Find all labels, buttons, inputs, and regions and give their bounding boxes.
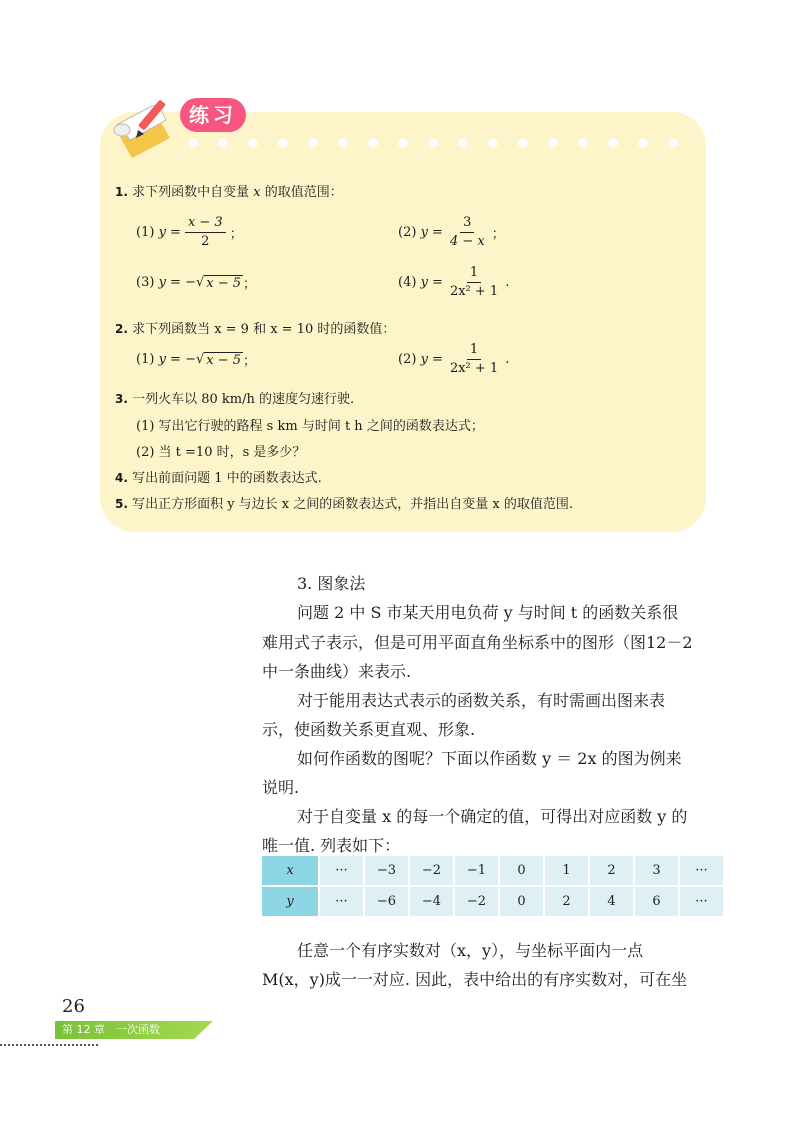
exercise-badge: 练习 [180, 98, 246, 132]
fraction [447, 342, 501, 377]
table-cell: −4 [410, 887, 455, 918]
paragraph-line: 唯一值. 列表如下： [262, 836, 401, 855]
paragraph-line: 如何作函数的图呢？下面以作函数 y ＝ 2x 的图为例来 [297, 749, 682, 768]
q5-text: 写出正方形面积 y 与边长 x 之间的函数表达式，并指出自变量 x 的取值范围. [132, 497, 573, 512]
paragraph-line: M(x，y)成一一对应. 因此，表中给出的有序实数对，可在坐 [262, 970, 688, 989]
q2-part1 [136, 350, 256, 369]
denominator: 4 − x [449, 234, 485, 249]
numerator: x − 3 [185, 215, 226, 233]
q2-number: 2. [115, 322, 128, 336]
punctuation: ； [243, 277, 257, 292]
table-cell: −1 [455, 856, 500, 887]
paragraph-line: 问题 2 中 S 市某天用电负荷 y 与时间 t 的函数关系很 [297, 603, 679, 622]
table-cell: −6 [365, 887, 410, 918]
q3-sub2: (2) 当 t =10 时，s 是多少？ [136, 445, 306, 460]
table-cell: 2 [545, 887, 590, 918]
q3-text: 一列火车以 80 km/h 的速度匀速行驶. [132, 392, 355, 407]
part-label: (1) [136, 225, 155, 240]
q1-part1 [136, 215, 243, 250]
chapter-label: 第 12 章 一次函数 [62, 1023, 160, 1036]
fraction [185, 215, 226, 250]
punctuation: . [505, 275, 510, 290]
value-table [262, 856, 725, 918]
page-number: 26 [62, 996, 85, 1017]
q1-part4 [398, 265, 509, 300]
exercise-q3 [115, 388, 354, 407]
exercise-q4 [115, 467, 322, 486]
table-cell: −2 [410, 856, 455, 887]
exercise-q2 [115, 318, 395, 337]
equation-lhs: y = [420, 225, 443, 240]
table-cell: 0 [500, 856, 545, 887]
q4-number: 4. [115, 471, 128, 485]
table-cell: −3 [365, 856, 410, 887]
q3-number: 3. [115, 392, 128, 406]
q1-var: x [253, 185, 261, 200]
q1-number: 1. [115, 185, 128, 199]
punctuation: . [505, 352, 510, 367]
part-label: (2) [398, 225, 417, 240]
table-cell: ··· [680, 856, 725, 887]
part-label: (4) [398, 275, 417, 290]
footer-dotted-line [0, 1044, 98, 1046]
denominator: 2x² + 1 [449, 361, 499, 376]
table-cell: 2 [590, 856, 635, 887]
denominator: 2x² + 1 [449, 284, 499, 299]
table-row [262, 887, 725, 918]
part-label: (1) [136, 352, 155, 367]
punctuation: ； [229, 227, 243, 242]
table-cell: 1 [545, 856, 590, 887]
q1-part2 [398, 215, 505, 250]
scroll-pencil-icon [108, 90, 188, 162]
paragraph-line: 任意一个有序实数对（x，y），与坐标平面内一点 [297, 941, 644, 960]
denominator: 2 [201, 234, 210, 249]
table-row [262, 856, 725, 887]
radicand: x − 5 [206, 352, 242, 368]
equation-lhs: y = [158, 225, 181, 240]
paragraph-line: 对于自变量 x 的每一个确定的值，可得出对应函数 y 的 [297, 807, 688, 826]
part-label: (2) [398, 352, 417, 367]
numerator: 1 [467, 342, 481, 360]
sqrt-sign: √ [195, 275, 205, 290]
paragraph-line: 示，使函数关系更直观、形象. [262, 720, 476, 739]
paragraph-line: 中一条曲线）来表示. [262, 662, 412, 681]
row-header: y [262, 887, 320, 918]
radicand: x − 5 [206, 275, 242, 291]
table-cell: ··· [680, 887, 725, 918]
table-cell: 3 [635, 856, 680, 887]
q2-text: 求下列函数当 x = 9 和 x = 10 时的函数值： [132, 322, 396, 337]
q5-number: 5. [115, 497, 128, 511]
q1-text: 求下列函数中自变量 [132, 185, 250, 200]
equation-lhs: y = − [158, 275, 196, 290]
equation-lhs: y = [420, 275, 443, 290]
table-cell: 4 [590, 887, 635, 918]
punctuation: ； [243, 354, 257, 369]
q2-part2 [398, 342, 509, 377]
section-heading: 3. 图象法 [297, 574, 366, 593]
part-label: (3) [136, 275, 155, 290]
exercise-q1 [115, 181, 343, 200]
numerator: 1 [467, 265, 481, 283]
paragraph-line: 说明. [262, 778, 300, 797]
table-cell: 6 [635, 887, 680, 918]
table-cell: ··· [320, 887, 365, 918]
equation-lhs: y = [420, 352, 443, 367]
row-header: x [262, 856, 320, 887]
q3-sub1: (1) 写出它行驶的路程 s km 与时间 t h 之间的函数表达式； [136, 419, 484, 434]
q1-part3 [136, 273, 256, 292]
dotted-divider [178, 138, 678, 148]
fraction [447, 215, 488, 250]
numerator: 3 [460, 215, 474, 233]
fraction [447, 265, 501, 300]
exercise-q5 [115, 493, 573, 512]
q1-text2: 的取值范围： [264, 185, 343, 200]
paragraph-line: 难用式子表示，但是可用平面直角坐标系中的图形（图12－2 [262, 633, 693, 652]
table-cell: −2 [455, 887, 500, 918]
paragraph-line: 对于能用表达式表示的函数关系，有时需画出图来表 [297, 691, 666, 710]
q4-text: 写出前面问题 1 中的函数表达式. [132, 471, 322, 486]
punctuation: ； [491, 227, 505, 242]
table-cell: ··· [320, 856, 365, 887]
equation-lhs: y = − [158, 352, 196, 367]
table-cell: 0 [500, 887, 545, 918]
sqrt-sign: √ [195, 352, 205, 367]
